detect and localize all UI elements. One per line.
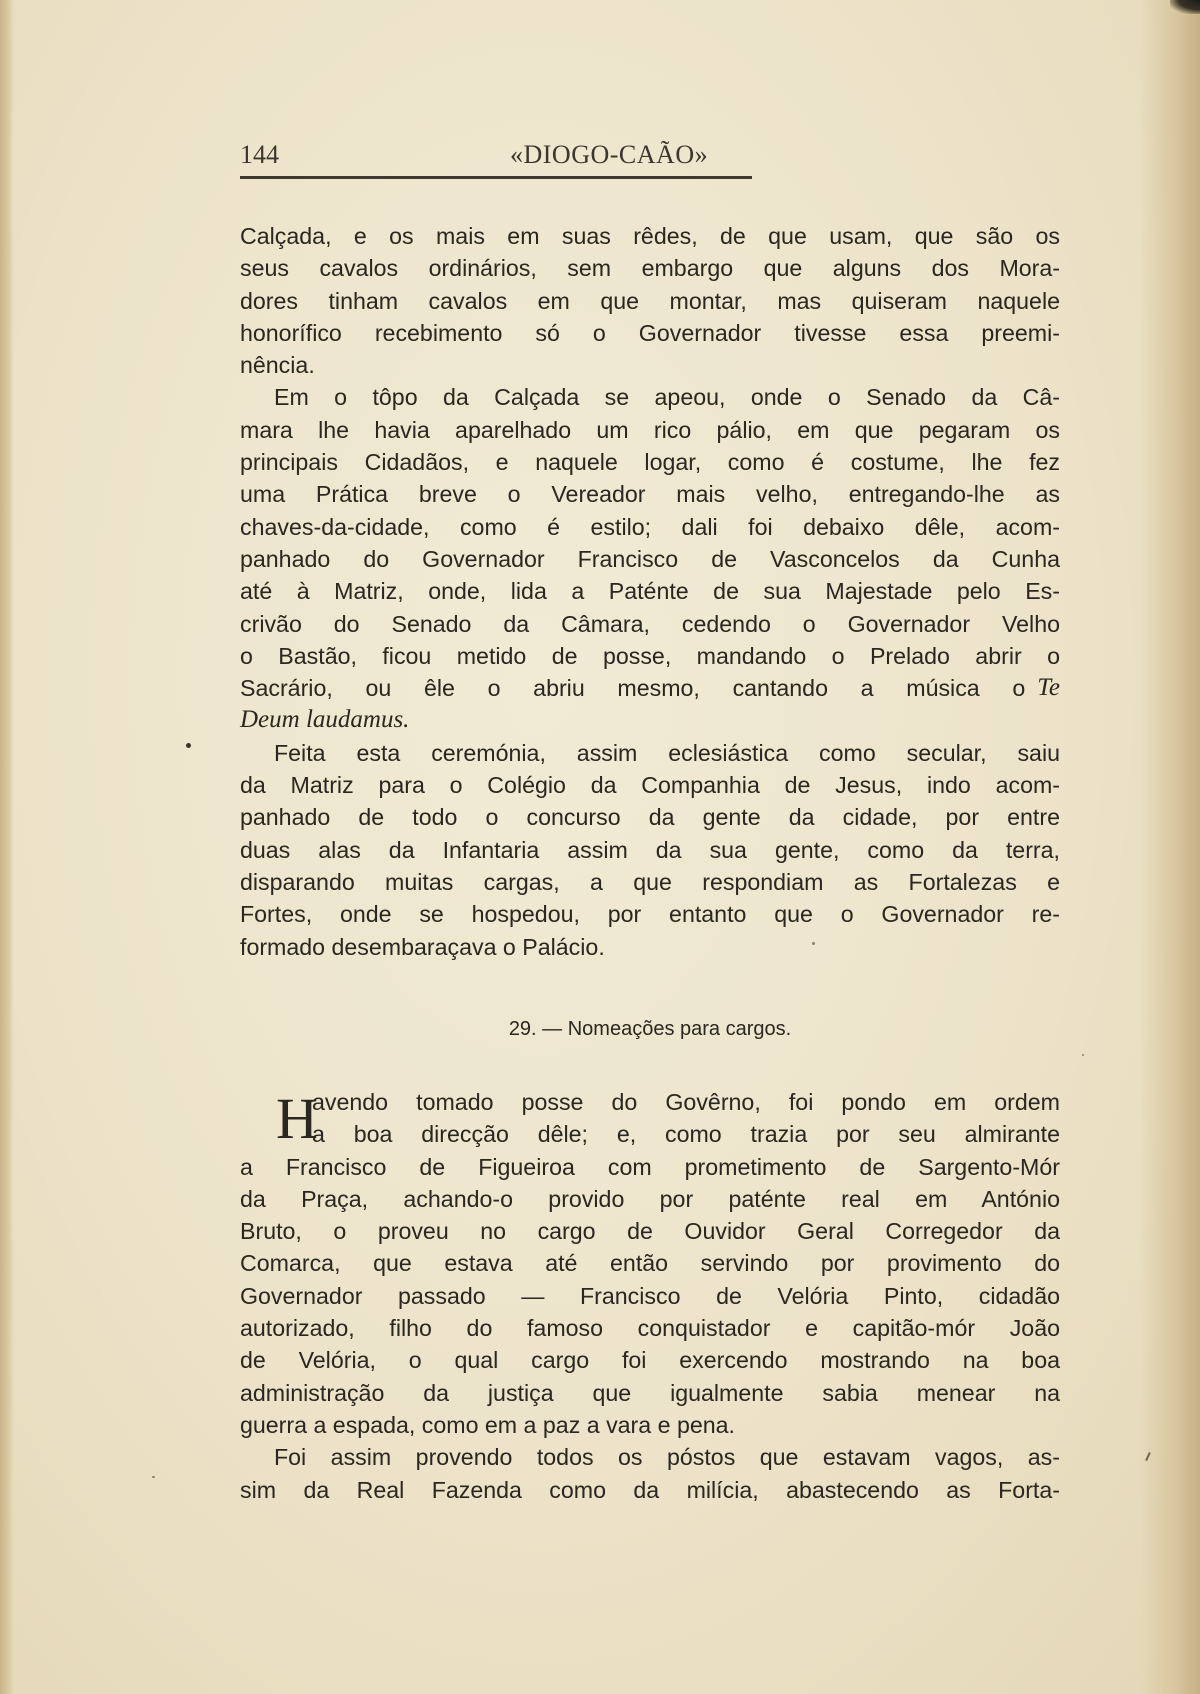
paper-speck	[1082, 1054, 1084, 1056]
text-line: avendo tomado posse do Govêrno, foi pondo em ordem	[312, 1089, 1060, 1115]
text-line: panhado do Governador Francisco de Vasconcelos da Cunha	[240, 545, 1060, 572]
text-line: honorífico recebimento só o Governador tivesse essa preemi-	[240, 319, 1060, 346]
text-line: mara lhe havia aparelhado um rico pálio, em que pegaram os	[240, 416, 1060, 443]
section-1-text	[240, 220, 1060, 963]
text-line: até à Matriz, onde, lida a Paténte de sua Majestade pelo Es-	[240, 578, 1060, 605]
text-line: principais Cidadãos, e naquele logar, como é costume, lhe fez	[240, 449, 1060, 476]
text-line: chaves-da-cidade, como é estilo; dali foi debaixo dêle, acom-	[240, 513, 1060, 540]
text-line: duas alas da Infantaria assim da sua gente, como da terra,	[240, 836, 1060, 863]
text-fragment: Sacrário, ou êle o abriu mesmo, cantando a música o	[240, 675, 1026, 702]
text-line: Governador passado — Francisco de Velória Pinto, cidadão	[240, 1282, 1060, 1309]
text-line: Comarca, que estava até então servindo por provimento do	[240, 1250, 1060, 1277]
text-line: panhado de todo o concurso da gente da cidade, por entre	[240, 804, 1060, 831]
text-line: dores tinham cavalos em que montar, mas quiseram naquele	[240, 287, 1060, 314]
italic-fragment: Te	[1037, 674, 1060, 702]
text-line: Calçada, e os mais em suas rêdes, de que usam, que são os	[240, 223, 1060, 249]
text-line: guerra a espada, como em a paz a vara e pena.	[240, 1411, 735, 1438]
text-line: seus cavalos ordinários, sem embargo que alguns dos Mora-	[240, 255, 1060, 282]
text-line: nência.	[240, 352, 315, 379]
text-line: autorizado, filho do famoso conquistador e capitão-mór João	[240, 1315, 1060, 1342]
running-header	[240, 140, 752, 180]
paper-speck	[812, 942, 815, 945]
page-right-edge	[1140, 0, 1200, 1694]
text-line: da Praça, achando-o provido por paténte real em António	[240, 1185, 1060, 1212]
text-line-with-italic	[240, 672, 1060, 704]
text-line: disparando muitas cargas, a que respondiam as Fortalezas e	[240, 868, 1060, 895]
text-line: Feita esta ceremónia, assim eclesiástica como secular, saiu	[274, 739, 1060, 766]
text-line: a boa direcção dêle; e, como trazia por seu almirante	[312, 1121, 1060, 1148]
text-line: Bruto, o proveu no cargo de Ouvidor Geral Corregedor da	[240, 1218, 1060, 1245]
running-title: «DIOGO-CAÃO»	[510, 140, 709, 169]
text-line: Em o tôpo da Calçada se apeou, onde o Senado da Câ-	[274, 384, 1060, 411]
paper-speck	[152, 1476, 155, 1478]
margin-dot	[186, 743, 191, 748]
corner-shadow	[1170, 0, 1200, 14]
text-line: Foi assim provendo todos os póstos que estavam vagos, as-	[274, 1444, 1060, 1471]
section-heading: 29. — Nomeações para cargos.	[508, 1018, 792, 1040]
page-left-edge	[0, 0, 14, 1694]
text-line: administração da justiça que igualmente sabia menear na	[240, 1379, 1060, 1406]
text-line: formado desembaraçava o Palácio.	[240, 933, 605, 960]
text-line: sim da Real Fazenda como da milícia, abastecendo as Forta-	[240, 1476, 1060, 1503]
page-number: 144	[240, 140, 279, 169]
text-line: crivão do Senado da Câmara, cedendo o Governador Velho	[240, 610, 1060, 637]
text-line: uma Prática breve o Vereador mais velho, entregando-lhe as	[240, 481, 1060, 508]
drop-cap: H	[276, 1086, 318, 1151]
text-line: a Francisco de Figueiroa com prometimento de Sargento-Mór	[240, 1153, 1060, 1180]
text-line: de Velória, o qual cargo foi exercendo mostrando na boa	[240, 1347, 1060, 1374]
text-line: da Matriz para o Colégio da Companhia de Jesus, indo acom-	[240, 772, 1060, 799]
text-line: Fortes, onde se hospedou, por entanto que o Governador re-	[240, 901, 1060, 928]
header-rule	[240, 176, 752, 179]
text-line: o Bastão, ficou metido de posse, mandando o Prelado abrir o	[240, 642, 1060, 669]
text-line-italic: Deum laudamus.	[240, 706, 410, 734]
section-2-text	[240, 1086, 1060, 1506]
